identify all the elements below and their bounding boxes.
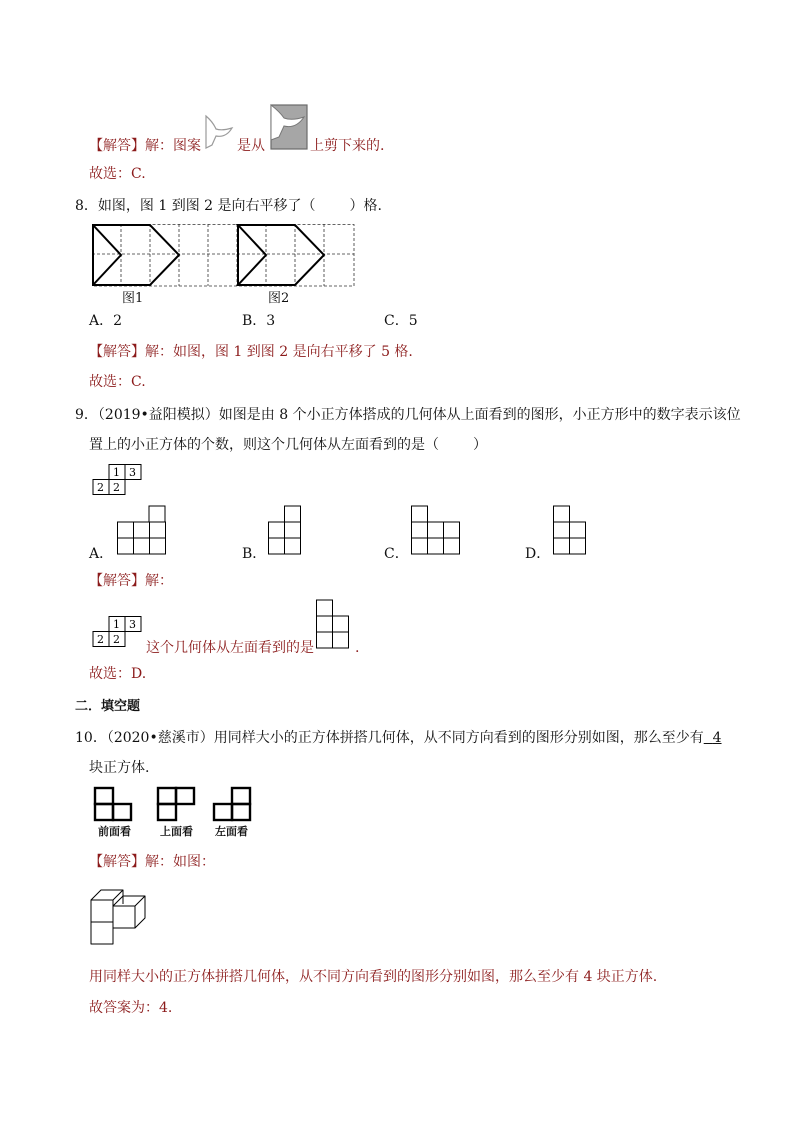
- answer-grid-num-bottom-1: 2: [97, 633, 104, 646]
- q10-stem-answer: 4: [712, 730, 722, 746]
- q9-stem-line2-text: 置上的小正方体的个数，则这个几何体从左面看到的是（: [89, 437, 439, 453]
- q10-label-top: 上面看: [160, 825, 193, 838]
- grid-num-bottom-2: 2: [113, 481, 120, 494]
- q8-option-b: B．3: [242, 313, 276, 329]
- answer-tag: 【解答】: [89, 138, 145, 154]
- q10-stem-line2: 块正方体.: [89, 760, 150, 776]
- q9-answer-figure: [316, 599, 352, 649]
- q9-option-d: D．: [525, 546, 551, 562]
- grid-num-top-2: 3: [129, 466, 136, 479]
- q7-answer-mid: 是从: [237, 138, 265, 154]
- q10-stem: [75, 728, 722, 748]
- q9-answer-end: .: [355, 640, 360, 656]
- answer-grid-num-top-2: 3: [129, 618, 136, 631]
- answer-text: 解：如图：: [145, 854, 215, 870]
- answer-text: 解：如图，图 1 到图 2 是向右平移了 5 格.: [145, 344, 413, 360]
- answer-grid-num-bottom-2: 2: [113, 633, 120, 646]
- q8-choice: 故选：C.: [89, 374, 146, 390]
- q9-choice: 故选：D.: [89, 666, 147, 682]
- q9-stem-line2: [89, 435, 487, 455]
- q9-answer-text: 这个几何体从左面看到的是: [146, 640, 314, 656]
- q8-stem: [75, 196, 382, 216]
- q9-top-view-grid: [91, 464, 143, 496]
- q9-option-a-figure: [117, 505, 169, 555]
- q8-fig2-label: 图2: [268, 291, 290, 306]
- answer-text: 解：图案: [145, 138, 201, 154]
- q9-option-c: C．: [384, 546, 409, 562]
- q7-answer-line: [89, 136, 201, 156]
- q8-fig1-label: 图1: [122, 291, 144, 306]
- q10-top-view: [156, 786, 196, 824]
- dove-pattern-figure: [204, 114, 236, 152]
- q10-cube-figure: [89, 882, 163, 948]
- answer-tag: 【解答】: [89, 344, 145, 360]
- q10-stem-pre: 10．（2020•慈溪市）用同样大小的正方体拼搭几何体，从不同方向看到的图形分别如图，那么至少有: [75, 730, 704, 746]
- q9-answer-line: [89, 571, 173, 591]
- q9-stem-line1: 9．（2019•益阳模拟）如图是由 8 个小正方体搭成的几何体从上面看到的图形，小正方形中的数字表示该位: [75, 407, 741, 423]
- q9-option-c-figure: [411, 505, 463, 555]
- q10-front-view: [93, 786, 133, 824]
- q9-option-d-figure: [553, 505, 589, 555]
- grid-num-top-1: 1: [113, 466, 120, 479]
- answer-tag: 【解答】: [89, 854, 145, 870]
- q9-answer-grid: [91, 616, 143, 648]
- q10-answer-line: [89, 852, 215, 872]
- q8-answer-line: [89, 342, 413, 362]
- q9-stem-line2-end: ）: [473, 437, 487, 453]
- q7-answer-end: 上剪下来的.: [310, 138, 385, 154]
- q10-label-front: 前面看: [98, 825, 131, 838]
- q9-option-b: B．: [242, 546, 267, 562]
- answer-text: 解：: [145, 573, 173, 589]
- q8-translation-grid: [92, 224, 356, 288]
- q8-option-a: A．2: [89, 313, 123, 329]
- q8-option-c: C．5: [384, 313, 418, 329]
- q7-choice: 故选：C.: [89, 166, 146, 182]
- grid-num-bottom-1: 2: [97, 481, 104, 494]
- q10-left-view: [212, 786, 252, 824]
- section-title: 二．填空题: [75, 699, 141, 714]
- q9-option-a: A．: [89, 546, 114, 562]
- q9-option-b-figure: [268, 505, 304, 555]
- q10-explain: 用同样大小的正方体拼搭几何体，从不同方向看到的图形分别如图，那么至少有 4 块正方体.: [89, 969, 658, 985]
- folded-paper-figure: [270, 104, 308, 150]
- q10-final: 故答案为：4.: [89, 1000, 173, 1016]
- q8-stem-post: ）格.: [349, 198, 382, 214]
- answer-grid-num-top-1: 1: [113, 618, 120, 631]
- q8-stem-pre: 8．如图，图 1 到图 2 是向右平移了（: [75, 198, 316, 214]
- answer-tag: 【解答】: [89, 573, 145, 589]
- q10-label-left: 左面看: [215, 825, 248, 838]
